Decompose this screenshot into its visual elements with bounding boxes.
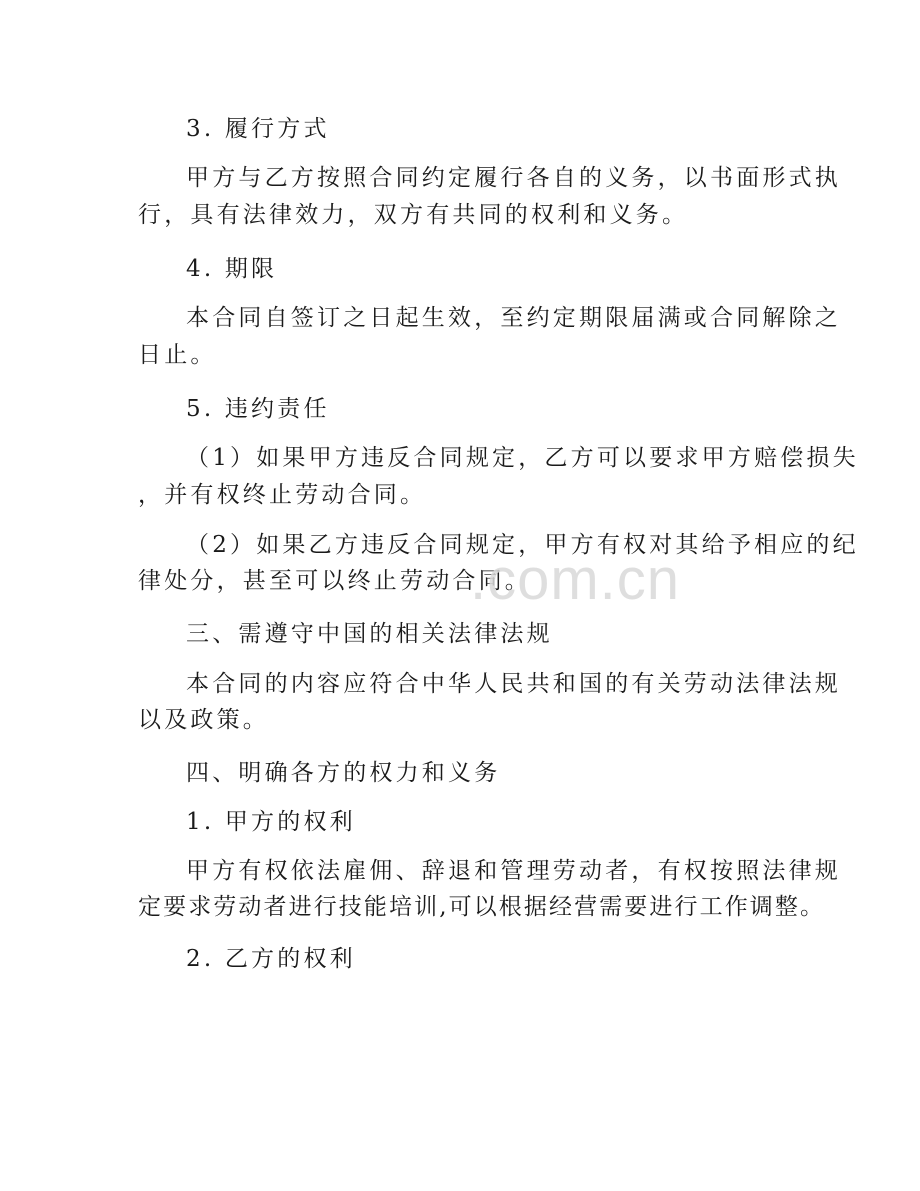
section-heading-performance: 3. 履行方式 [186, 116, 330, 142]
list-item-line: （1）如果甲方违反合同规定，乙方可以要求甲方赔偿损失 [186, 445, 859, 471]
list-item-line: 律处分，甚至可以终止劳动合同。 [138, 568, 531, 594]
paragraph-line: 甲方有权依法雇佣、辞退和管理劳动者，有权按照法律规 [186, 858, 841, 884]
paragraph-line: 定要求劳动者进行技能培训,可以根据经营需要进行工作调整。 [138, 894, 826, 920]
paragraph-line: 日止。 [138, 342, 217, 368]
section-heading-rights: 四、明确各方的权力和义务 [186, 760, 501, 786]
list-item-line: ，并有权终止劳动合同。 [138, 482, 427, 508]
subsection-heading-party-b: 2. 乙方的权利 [186, 946, 356, 972]
section-heading-laws: 三、需遵守中国的相关法律法规 [186, 621, 553, 647]
subsection-heading-party-a: 1. 甲方的权利 [186, 809, 356, 835]
watermark: .com.cn [470, 547, 681, 612]
paragraph-line: 以及政策。 [138, 707, 269, 733]
paragraph-line: 本合同自签订之日起生效，至约定期限届满或合同解除之 [186, 305, 841, 331]
paragraph-line: 甲方与乙方按照合同约定履行各自的义务，以书面形式执 [186, 165, 841, 191]
section-heading-liability: 5. 违约责任 [186, 396, 330, 422]
paragraph-line: 行，具有法律效力，双方有共同的权利和义务。 [138, 202, 689, 228]
list-item-line: （2）如果乙方违反合同规定，甲方有权对其给予相应的纪 [186, 532, 859, 558]
section-heading-term: 4. 期限 [186, 256, 278, 282]
paragraph-line: 本合同的内容应符合中华人民共和国的有关劳动法律法规 [186, 671, 841, 697]
